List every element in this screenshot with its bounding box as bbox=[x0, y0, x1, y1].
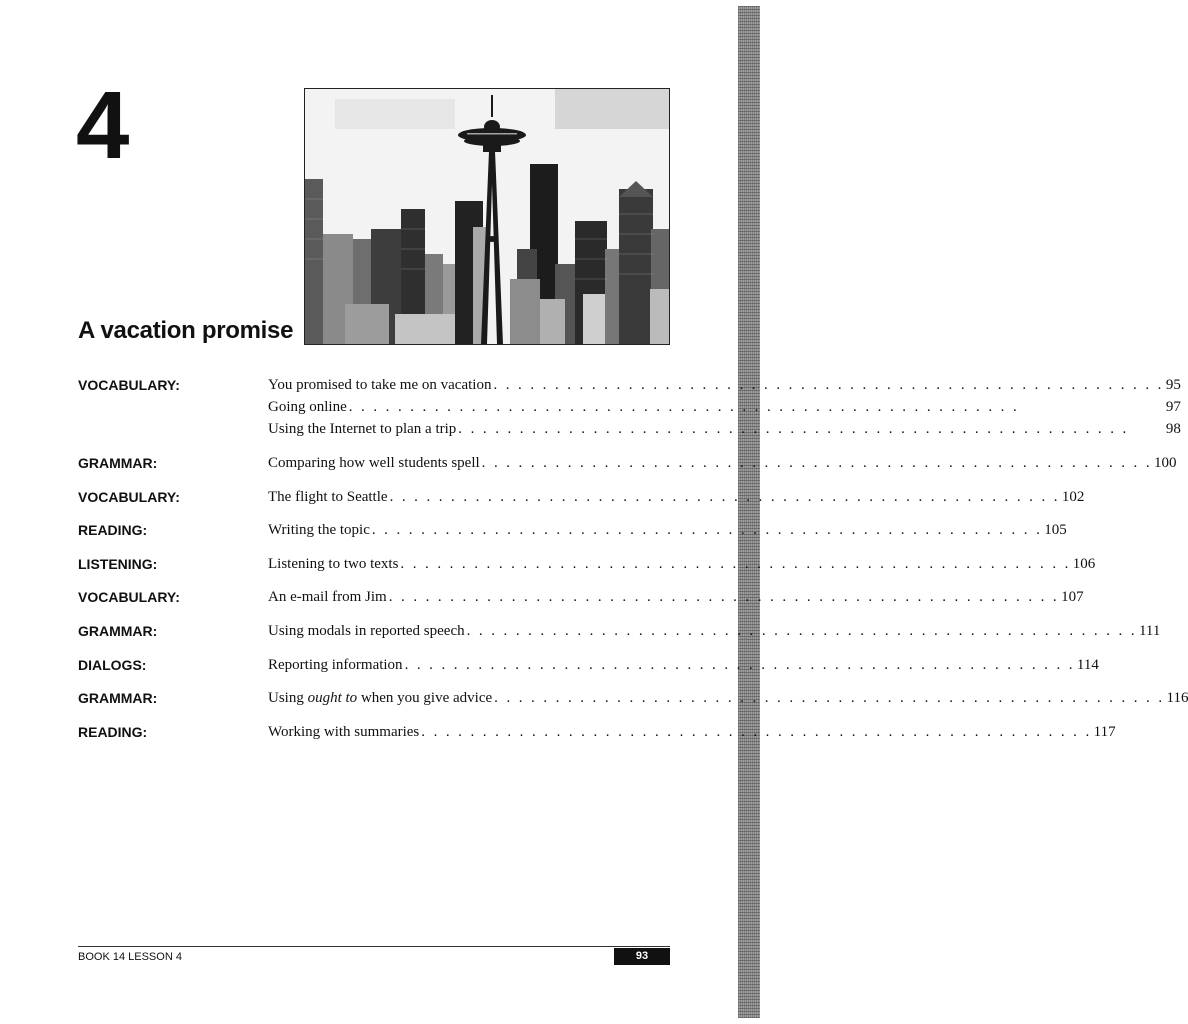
toc-entry bbox=[268, 374, 1181, 396]
toc-entry bbox=[268, 721, 1116, 743]
toc-category: DIALOGS: bbox=[78, 656, 147, 673]
toc-group bbox=[78, 553, 1096, 575]
dot-leader bbox=[494, 687, 1164, 709]
toc-entry-page: 105 bbox=[1044, 522, 1067, 539]
toc-group bbox=[78, 519, 1067, 541]
toc-entry-title: Using modals in reported speech bbox=[268, 622, 465, 639]
toc-entry-page: 116 bbox=[1166, 690, 1188, 707]
footer-book-lesson: BOOK 14 LESSON 4 bbox=[78, 951, 182, 963]
dot-leader bbox=[390, 486, 1060, 508]
toc-entry-title: Reporting information bbox=[268, 656, 403, 673]
dot-leader bbox=[467, 620, 1137, 642]
skyline-image bbox=[305, 89, 669, 344]
toc-entry bbox=[268, 418, 1181, 440]
toc-group bbox=[78, 586, 1084, 608]
toc-entry-title: Writing the topic bbox=[268, 522, 370, 539]
toc-entry-page: 98 bbox=[1165, 421, 1181, 437]
toc-entry-title: Comparing how well students spell bbox=[268, 455, 480, 471]
toc-group bbox=[78, 374, 1181, 440]
toc-category: GRAMMAR: bbox=[78, 690, 158, 707]
dot-leader bbox=[482, 452, 1152, 474]
toc-category: VOCABULARY: bbox=[78, 377, 180, 393]
toc-entry bbox=[268, 396, 1181, 418]
dot-leader bbox=[349, 396, 1164, 418]
toc-entry-page: 95 bbox=[1165, 377, 1181, 393]
toc-entry-page: 107 bbox=[1061, 589, 1084, 606]
toc-entry bbox=[268, 486, 1084, 508]
toc-entry-page: 106 bbox=[1072, 555, 1096, 572]
toc-category: VOCABULARY: bbox=[78, 488, 180, 505]
dot-leader bbox=[493, 374, 1163, 396]
toc-entry-page: 100 bbox=[1154, 455, 1177, 471]
dot-leader bbox=[400, 553, 1070, 575]
dot-leader bbox=[389, 586, 1059, 608]
toc-entry bbox=[268, 452, 1177, 474]
toc-category: LISTENING: bbox=[78, 555, 158, 572]
toc-group bbox=[78, 620, 1161, 642]
table-of-contents bbox=[78, 374, 1188, 743]
dot-leader bbox=[458, 418, 1164, 440]
toc-group bbox=[78, 452, 1177, 474]
chapter-title: A vacation promise bbox=[78, 319, 297, 343]
toc-entry-page: 97 bbox=[1165, 399, 1181, 415]
toc-entry-title: Listening to two texts bbox=[268, 555, 399, 572]
dot-leader bbox=[372, 519, 1042, 541]
toc-entry-page: 111 bbox=[1138, 622, 1161, 639]
toc-group bbox=[78, 654, 1099, 676]
footer-rule bbox=[78, 946, 670, 947]
toc-entry bbox=[268, 654, 1099, 676]
chapter-photo bbox=[304, 88, 670, 345]
toc-entry bbox=[268, 586, 1084, 608]
chapter-number: 4 bbox=[76, 72, 128, 179]
toc-entry-page: 114 bbox=[1076, 656, 1099, 673]
toc-category: VOCABULARY: bbox=[78, 589, 180, 606]
toc-group bbox=[78, 721, 1116, 743]
toc-category: GRAMMAR: bbox=[78, 455, 158, 471]
toc-group bbox=[78, 687, 1188, 709]
dot-leader bbox=[421, 721, 1091, 743]
toc-entry bbox=[268, 620, 1160, 642]
toc-entry-page: 117 bbox=[1093, 723, 1116, 740]
dot-leader bbox=[405, 654, 1075, 676]
toc-entry bbox=[268, 687, 1188, 709]
toc-entry bbox=[268, 553, 1095, 575]
toc-entry bbox=[268, 519, 1067, 541]
toc-entry-title: Using the Internet to plan a trip bbox=[268, 421, 457, 437]
toc-entry-title: Using ought to when you give advice bbox=[268, 690, 493, 707]
toc-entry-page: 102 bbox=[1061, 488, 1085, 505]
toc-category: READING: bbox=[78, 522, 148, 539]
toc-entry-title: An e-mail from Jim bbox=[268, 589, 387, 606]
toc-entry-title: Going online bbox=[268, 399, 347, 415]
scan-edge bbox=[738, 6, 760, 1018]
toc-entry-title: Working with summaries bbox=[268, 723, 420, 740]
page-number: 93 bbox=[614, 948, 670, 965]
toc-entry-title-italic: ought to bbox=[307, 690, 358, 707]
toc-category: READING: bbox=[78, 723, 148, 740]
toc-entry-title: The flight to Seattle bbox=[268, 488, 388, 505]
toc-entry-title: You promised to take me on vacation bbox=[268, 377, 492, 393]
toc-category: GRAMMAR: bbox=[78, 622, 158, 639]
toc-group bbox=[78, 486, 1085, 508]
